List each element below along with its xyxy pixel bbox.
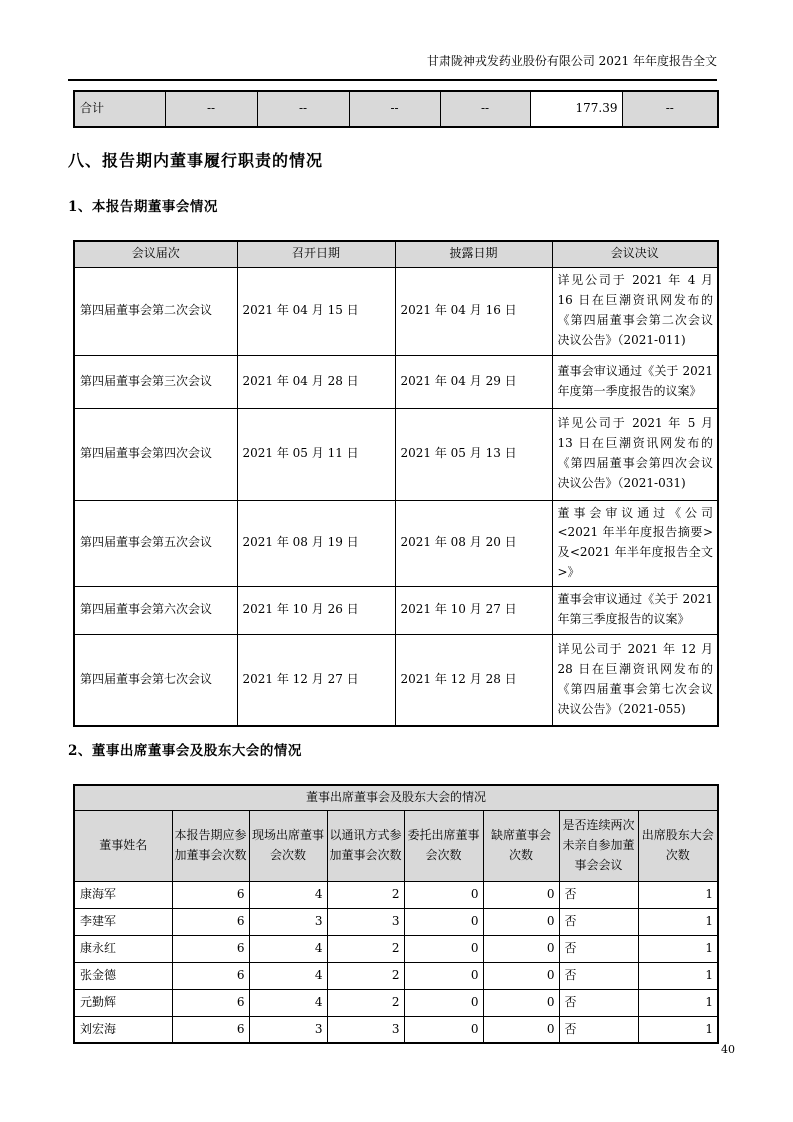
- summary-cell: --: [622, 91, 718, 127]
- value-cell: 1: [638, 1016, 718, 1043]
- table-row: [74, 408, 718, 500]
- value-cell: 1: [638, 908, 718, 935]
- value-cell: 1: [638, 989, 718, 1016]
- meeting-date-disclosed-cell: 2021 年 08 月 20 日: [395, 500, 552, 586]
- table-row: [74, 881, 718, 908]
- col-header-required-meetings: 本报告期应参加董事会次数: [172, 810, 249, 881]
- value-cell: 0: [483, 962, 559, 989]
- table-header-row: [74, 810, 718, 881]
- value-cell: 2: [327, 881, 404, 908]
- meeting-session-cell: 第四届董事会第二次会议: [74, 267, 237, 355]
- meeting-date-disclosed-cell: 2021 年 04 月 29 日: [395, 355, 552, 408]
- value-cell: 1: [638, 962, 718, 989]
- attendance-caption: 董事出席董事会及股东大会的情况: [74, 785, 718, 810]
- value-cell: 0: [404, 962, 483, 989]
- value-cell: 0: [483, 989, 559, 1016]
- value-cell: 3: [327, 1016, 404, 1043]
- col-header-by-communication: 以通讯方式参加董事会次数: [327, 810, 404, 881]
- page-number: 40: [721, 1043, 735, 1056]
- value-cell: 2: [327, 989, 404, 1016]
- col-header-director-name: 董事姓名: [74, 810, 172, 881]
- meeting-date-held-cell: 2021 年 04 月 15 日: [237, 267, 395, 355]
- meeting-date-held-cell: 2021 年 12 月 27 日: [237, 634, 395, 726]
- value-cell: 0: [404, 989, 483, 1016]
- yes-no-cell: 否: [559, 908, 638, 935]
- value-cell: 3: [249, 908, 327, 935]
- value-cell: 1: [638, 935, 718, 962]
- table-row: [74, 267, 718, 355]
- director-name-cell: 元勤辉: [74, 989, 172, 1016]
- value-cell: 0: [483, 908, 559, 935]
- table-row: [74, 500, 718, 586]
- document-title: 甘肃陇神戎发药业股份有限公司 2021 年年度报告全文: [426, 54, 717, 68]
- director-name-cell: 张金德: [74, 962, 172, 989]
- table-row: [74, 355, 718, 408]
- subsection-1-heading: 1、本报告期董事会情况: [68, 199, 218, 215]
- col-header-absences: 缺席董事会次数: [483, 810, 559, 881]
- value-cell: 0: [483, 1016, 559, 1043]
- table-header-row: [74, 241, 718, 267]
- meeting-date-held-cell: 2021 年 10 月 26 日: [237, 586, 395, 634]
- meeting-date-held-cell: 2021 年 04 月 28 日: [237, 355, 395, 408]
- meeting-date-held-cell: 2021 年 08 月 19 日: [237, 500, 395, 586]
- value-cell: 4: [249, 962, 327, 989]
- value-cell: 3: [327, 908, 404, 935]
- table-row: [74, 1016, 718, 1043]
- summary-total-table: [73, 90, 719, 128]
- value-cell: 4: [249, 935, 327, 962]
- meeting-resolution-cell: 董事会审议通过《关于 2021 年度第一季度报告的议案》: [552, 355, 718, 408]
- meeting-date-disclosed-cell: 2021 年 10 月 27 日: [395, 586, 552, 634]
- table-row: [74, 908, 718, 935]
- value-cell: 0: [404, 935, 483, 962]
- value-cell: 6: [172, 962, 249, 989]
- value-cell: 6: [172, 881, 249, 908]
- director-name-cell: 刘宏海: [74, 1016, 172, 1043]
- summary-cell: --: [349, 91, 440, 127]
- value-cell: 6: [172, 908, 249, 935]
- col-header-in-person: 现场出席董事会次数: [249, 810, 327, 881]
- meeting-session-cell: 第四届董事会第六次会议: [74, 586, 237, 634]
- subsection-2-heading: 2、董事出席董事会及股东大会的情况: [68, 743, 302, 760]
- col-header-two-consecutive: 是否连续两次未亲自参加董事会会议: [559, 810, 638, 881]
- col-header-session: 会议届次: [74, 241, 237, 267]
- value-cell: 0: [404, 881, 483, 908]
- section-8-heading: 八、报告期内董事履行职责的情况: [68, 151, 324, 170]
- meeting-resolution-cell: 董事会审议通过《关于 2021 年第三季度报告的议案》: [552, 586, 718, 634]
- value-cell: 4: [249, 989, 327, 1016]
- director-name-cell: 康永红: [74, 935, 172, 962]
- value-cell: 0: [404, 1016, 483, 1043]
- summary-cell: --: [165, 91, 257, 127]
- table-row: [74, 962, 718, 989]
- value-cell: 0: [404, 908, 483, 935]
- meeting-session-cell: 第四届董事会第四次会议: [74, 408, 237, 500]
- value-cell: 6: [172, 1016, 249, 1043]
- yes-no-cell: 否: [559, 881, 638, 908]
- yes-no-cell: 否: [559, 935, 638, 962]
- meeting-date-disclosed-cell: 2021 年 12 月 28 日: [395, 634, 552, 726]
- col-header-resolution: 会议决议: [552, 241, 718, 267]
- value-cell: 3: [249, 1016, 327, 1043]
- table-caption-row: [74, 785, 718, 810]
- value-cell: 2: [327, 935, 404, 962]
- col-header-shareholder-meetings: 出席股东大会次数: [638, 810, 718, 881]
- summary-cell: --: [257, 91, 349, 127]
- value-cell: 2: [327, 962, 404, 989]
- summary-total-value: 177.39: [530, 91, 622, 127]
- yes-no-cell: 否: [559, 989, 638, 1016]
- meeting-date-disclosed-cell: 2021 年 04 月 16 日: [395, 267, 552, 355]
- meeting-date-disclosed-cell: 2021 年 05 月 13 日: [395, 408, 552, 500]
- table-row: [74, 586, 718, 634]
- col-header-date-held: 召开日期: [237, 241, 395, 267]
- meeting-resolution-cell: 详见公司于 2021 年 12 月 28 日在巨潮资讯网发布的《第四届董事会第七次会议决议公告》（2021-055): [552, 634, 718, 726]
- meeting-resolution-cell: 详见公司于 2021 年 4 月 16 日在巨潮资讯网发布的《第四届董事会第二次会议决议公告》（2021-011): [552, 267, 718, 355]
- meeting-resolution-cell: 详见公司于 2021 年 5 月 13 日在巨潮资讯网发布的《第四届董事会第四次会议决议公告》（2021-031): [552, 408, 718, 500]
- director-name-cell: 李建军: [74, 908, 172, 935]
- yes-no-cell: 否: [559, 1016, 638, 1043]
- attendance-table: [73, 784, 719, 1044]
- director-name-cell: 康海军: [74, 881, 172, 908]
- meeting-session-cell: 第四届董事会第七次会议: [74, 634, 237, 726]
- table-row: [74, 989, 718, 1016]
- table-row: [74, 634, 718, 726]
- summary-cell: --: [440, 91, 530, 127]
- value-cell: 1: [638, 881, 718, 908]
- value-cell: 0: [483, 881, 559, 908]
- value-cell: 0: [483, 935, 559, 962]
- col-header-date-disclosed: 披露日期: [395, 241, 552, 267]
- meeting-resolution-cell: 董事会审议通过《公司<2021 年半年度报告摘要>及<2021 年半年度报告全文>》: [552, 500, 718, 586]
- table-row: [74, 935, 718, 962]
- value-cell: 4: [249, 881, 327, 908]
- value-cell: 6: [172, 935, 249, 962]
- meeting-session-cell: 第四届董事会第三次会议: [74, 355, 237, 408]
- summary-total-row: [74, 91, 718, 127]
- yes-no-cell: 否: [559, 962, 638, 989]
- document-header: [68, 0, 717, 81]
- col-header-by-proxy: 委托出席董事会次数: [404, 810, 483, 881]
- summary-label-cell: 合计: [74, 91, 165, 127]
- board-meetings-table: [73, 240, 719, 727]
- value-cell: 6: [172, 989, 249, 1016]
- meeting-session-cell: 第四届董事会第五次会议: [74, 500, 237, 586]
- meeting-date-held-cell: 2021 年 05 月 11 日: [237, 408, 395, 500]
